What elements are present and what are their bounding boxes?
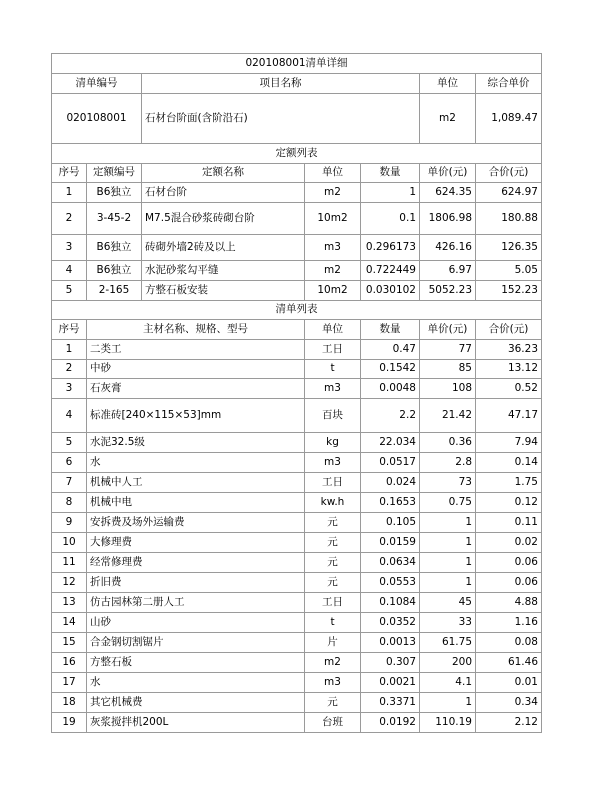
- material-total: 36.23: [476, 340, 542, 360]
- material-row: [52, 653, 542, 673]
- material-unit: m3: [305, 673, 361, 693]
- material-qty: 0.307: [361, 653, 420, 673]
- materials-unit-header: 单位: [305, 320, 361, 340]
- material-seq: 10: [52, 533, 87, 553]
- material-total: 0.08: [476, 633, 542, 653]
- materials-qty-header: 数量: [361, 320, 420, 340]
- material-total: 0.02: [476, 533, 542, 553]
- material-price: 77: [420, 340, 476, 360]
- quota-qty: 0.296173: [361, 235, 420, 261]
- quota-price: 5052.23: [420, 281, 476, 301]
- material-price: 0.75: [420, 493, 476, 513]
- title-row: [52, 54, 542, 74]
- quota-section-title: 定额列表: [52, 144, 542, 164]
- table-title: 020108001清单详细: [52, 54, 542, 74]
- material-price: 85: [420, 360, 476, 379]
- material-name: 大修理费: [87, 533, 305, 553]
- material-unit: 工日: [305, 340, 361, 360]
- material-seq: 15: [52, 633, 87, 653]
- item-unit: m2: [420, 94, 476, 144]
- materials-section-row: [52, 301, 542, 320]
- material-total: 0.06: [476, 573, 542, 593]
- material-row: [52, 493, 542, 513]
- quota-qty: 0.722449: [361, 261, 420, 281]
- material-qty: 0.0517: [361, 453, 420, 473]
- material-seq: 2: [52, 360, 87, 379]
- material-qty: 0.0048: [361, 379, 420, 399]
- material-row: [52, 593, 542, 613]
- material-qty: 2.2: [361, 399, 420, 433]
- quota-qty: 1: [361, 183, 420, 203]
- price-header: 综合单价: [476, 74, 542, 94]
- material-seq: 18: [52, 693, 87, 713]
- material-row: [52, 360, 542, 379]
- material-seq: 7: [52, 473, 87, 493]
- material-row: [52, 633, 542, 653]
- material-total: 0.34: [476, 693, 542, 713]
- material-unit: kw.h: [305, 493, 361, 513]
- material-seq: 4: [52, 399, 87, 433]
- material-unit: m3: [305, 379, 361, 399]
- name-header: 项目名称: [142, 74, 420, 94]
- quota-seq: 5: [52, 281, 87, 301]
- material-price: 0.36: [420, 433, 476, 453]
- quota-name: 方整石板安装: [142, 281, 305, 301]
- material-qty: 0.0553: [361, 573, 420, 593]
- quota-seq: 3: [52, 235, 87, 261]
- quota-seq: 2: [52, 203, 87, 235]
- material-price: 1: [420, 693, 476, 713]
- quota-header-row: [52, 164, 542, 183]
- material-qty: 0.0013: [361, 633, 420, 653]
- material-price: 61.75: [420, 633, 476, 653]
- material-price: 200: [420, 653, 476, 673]
- item-price: 1,089.47: [476, 94, 542, 144]
- quota-name: 石材台阶: [142, 183, 305, 203]
- material-unit: 元: [305, 553, 361, 573]
- material-name: 水: [87, 453, 305, 473]
- quota-unit: m2: [305, 261, 361, 281]
- material-name: 二类工: [87, 340, 305, 360]
- material-seq: 13: [52, 593, 87, 613]
- item-name: 石材台阶面(含阶沿石): [142, 94, 420, 144]
- material-total: 1.16: [476, 613, 542, 633]
- material-name: 水泥32.5级: [87, 433, 305, 453]
- material-qty: 0.105: [361, 513, 420, 533]
- material-total: 0.01: [476, 673, 542, 693]
- quota-code: 2-165: [87, 281, 142, 301]
- unit-header: 单位: [420, 74, 476, 94]
- material-seq: 9: [52, 513, 87, 533]
- material-price: 110.19: [420, 713, 476, 733]
- material-unit: m2: [305, 653, 361, 673]
- material-qty: 0.3371: [361, 693, 420, 713]
- material-qty: 0.0159: [361, 533, 420, 553]
- quota-qty-header: 数量: [361, 164, 420, 183]
- material-unit: 工日: [305, 593, 361, 613]
- material-name: 安拆费及场外运输费: [87, 513, 305, 533]
- material-row: [52, 433, 542, 453]
- quota-section-row: [52, 144, 542, 164]
- materials-total-header: 合价(元): [476, 320, 542, 340]
- material-price: 4.1: [420, 673, 476, 693]
- material-seq: 12: [52, 573, 87, 593]
- material-qty: 0.1542: [361, 360, 420, 379]
- material-unit: 元: [305, 533, 361, 553]
- material-unit: t: [305, 613, 361, 633]
- material-seq: 5: [52, 433, 87, 453]
- material-name: 经常修理费: [87, 553, 305, 573]
- quota-qty: 0.1: [361, 203, 420, 235]
- material-unit: kg: [305, 433, 361, 453]
- quota-price: 1806.98: [420, 203, 476, 235]
- quota-code: 3-45-2: [87, 203, 142, 235]
- item-header-row: [52, 74, 542, 94]
- material-total: 0.11: [476, 513, 542, 533]
- quota-qty: 0.030102: [361, 281, 420, 301]
- material-qty: 0.024: [361, 473, 420, 493]
- item-row: [52, 94, 542, 144]
- material-row: [52, 713, 542, 733]
- materials-seq-header: 序号: [52, 320, 87, 340]
- material-total: 61.46: [476, 653, 542, 673]
- material-price: 33: [420, 613, 476, 633]
- material-seq: 6: [52, 453, 87, 473]
- material-unit: 元: [305, 513, 361, 533]
- quota-total-header: 合价(元): [476, 164, 542, 183]
- item-code: 020108001: [52, 94, 142, 144]
- material-name: 灰浆搅拌机200L: [87, 713, 305, 733]
- code-header: 清单编号: [52, 74, 142, 94]
- quota-unit: m3: [305, 235, 361, 261]
- material-price: 21.42: [420, 399, 476, 433]
- material-qty: 0.1084: [361, 593, 420, 613]
- material-seq: 3: [52, 379, 87, 399]
- material-qty: 0.47: [361, 340, 420, 360]
- material-seq: 14: [52, 613, 87, 633]
- quota-total: 152.23: [476, 281, 542, 301]
- material-name: 山砂: [87, 613, 305, 633]
- materials-name-header: 主材名称、规格、型号: [87, 320, 305, 340]
- quota-seq: 4: [52, 261, 87, 281]
- quota-code: B6独立: [87, 183, 142, 203]
- material-total: 1.75: [476, 473, 542, 493]
- material-seq: 17: [52, 673, 87, 693]
- quota-price: 6.97: [420, 261, 476, 281]
- material-price: 1: [420, 513, 476, 533]
- material-total: 13.12: [476, 360, 542, 379]
- material-name: 石灰膏: [87, 379, 305, 399]
- material-qty: 22.034: [361, 433, 420, 453]
- material-name: 折旧费: [87, 573, 305, 593]
- material-qty: 0.0352: [361, 613, 420, 633]
- material-qty: 0.0021: [361, 673, 420, 693]
- material-row: [52, 453, 542, 473]
- material-unit: 元: [305, 693, 361, 713]
- material-total: 0.52: [476, 379, 542, 399]
- quota-name: 水泥砂浆勾平缝: [142, 261, 305, 281]
- material-row: [52, 673, 542, 693]
- bill-detail-table: [51, 53, 542, 733]
- quota-total: 180.88: [476, 203, 542, 235]
- material-unit: 台班: [305, 713, 361, 733]
- material-unit: 百块: [305, 399, 361, 433]
- material-seq: 8: [52, 493, 87, 513]
- quota-total: 126.35: [476, 235, 542, 261]
- quota-row: [52, 183, 542, 203]
- material-seq: 11: [52, 553, 87, 573]
- material-qty: 0.0192: [361, 713, 420, 733]
- quota-row: [52, 261, 542, 281]
- quota-unit: 10m2: [305, 203, 361, 235]
- materials-header-row: [52, 320, 542, 340]
- quota-price: 426.16: [420, 235, 476, 261]
- material-name: 标准砖[240×115×53]mm: [87, 399, 305, 433]
- material-name: 机械中人工: [87, 473, 305, 493]
- material-row: [52, 340, 542, 360]
- material-name: 合金钢切割锯片: [87, 633, 305, 653]
- quota-name: 砖砌外墙2砖及以上: [142, 235, 305, 261]
- material-price: 45: [420, 593, 476, 613]
- quota-row: [52, 281, 542, 301]
- material-total: 4.88: [476, 593, 542, 613]
- quota-code: B6独立: [87, 235, 142, 261]
- material-total: 47.17: [476, 399, 542, 433]
- material-name: 机械中电: [87, 493, 305, 513]
- material-price: 1: [420, 573, 476, 593]
- material-total: 0.14: [476, 453, 542, 473]
- quota-price-header: 单价(元): [420, 164, 476, 183]
- quota-row: [52, 203, 542, 235]
- material-name: 方整石板: [87, 653, 305, 673]
- material-name: 仿古园林第二册人工: [87, 593, 305, 613]
- quota-seq: 1: [52, 183, 87, 203]
- material-unit: 工日: [305, 473, 361, 493]
- material-row: [52, 379, 542, 399]
- quota-code-header: 定额编号: [87, 164, 142, 183]
- material-price: 73: [420, 473, 476, 493]
- material-qty: 0.0634: [361, 553, 420, 573]
- material-row: [52, 513, 542, 533]
- material-price: 1: [420, 533, 476, 553]
- material-name: 水: [87, 673, 305, 693]
- material-row: [52, 553, 542, 573]
- material-total: 2.12: [476, 713, 542, 733]
- material-row: [52, 473, 542, 493]
- quota-total: 624.97: [476, 183, 542, 203]
- material-total: 0.06: [476, 553, 542, 573]
- material-name: 中砂: [87, 360, 305, 379]
- material-price: 1: [420, 553, 476, 573]
- quota-row: [52, 235, 542, 261]
- material-row: [52, 573, 542, 593]
- material-qty: 0.1653: [361, 493, 420, 513]
- material-unit: t: [305, 360, 361, 379]
- material-seq: 19: [52, 713, 87, 733]
- material-unit: m3: [305, 453, 361, 473]
- quota-name: M7.5混合砂浆砖砌台阶: [142, 203, 305, 235]
- quota-seq-header: 序号: [52, 164, 87, 183]
- material-row: [52, 613, 542, 633]
- quota-unit: 10m2: [305, 281, 361, 301]
- quota-code: B6独立: [87, 261, 142, 281]
- material-total: 7.94: [476, 433, 542, 453]
- quota-name-header: 定额名称: [142, 164, 305, 183]
- material-row: [52, 693, 542, 713]
- material-row: [52, 399, 542, 433]
- material-unit: 片: [305, 633, 361, 653]
- material-seq: 1: [52, 340, 87, 360]
- quota-total: 5.05: [476, 261, 542, 281]
- material-seq: 16: [52, 653, 87, 673]
- materials-section-title: 清单列表: [52, 301, 542, 320]
- quota-unit-header: 单位: [305, 164, 361, 183]
- material-unit: 元: [305, 573, 361, 593]
- materials-price-header: 单价(元): [420, 320, 476, 340]
- material-row: [52, 533, 542, 553]
- material-price: 2.8: [420, 453, 476, 473]
- quota-unit: m2: [305, 183, 361, 203]
- material-name: 其它机械费: [87, 693, 305, 713]
- material-total: 0.12: [476, 493, 542, 513]
- material-price: 108: [420, 379, 476, 399]
- quota-price: 624.35: [420, 183, 476, 203]
